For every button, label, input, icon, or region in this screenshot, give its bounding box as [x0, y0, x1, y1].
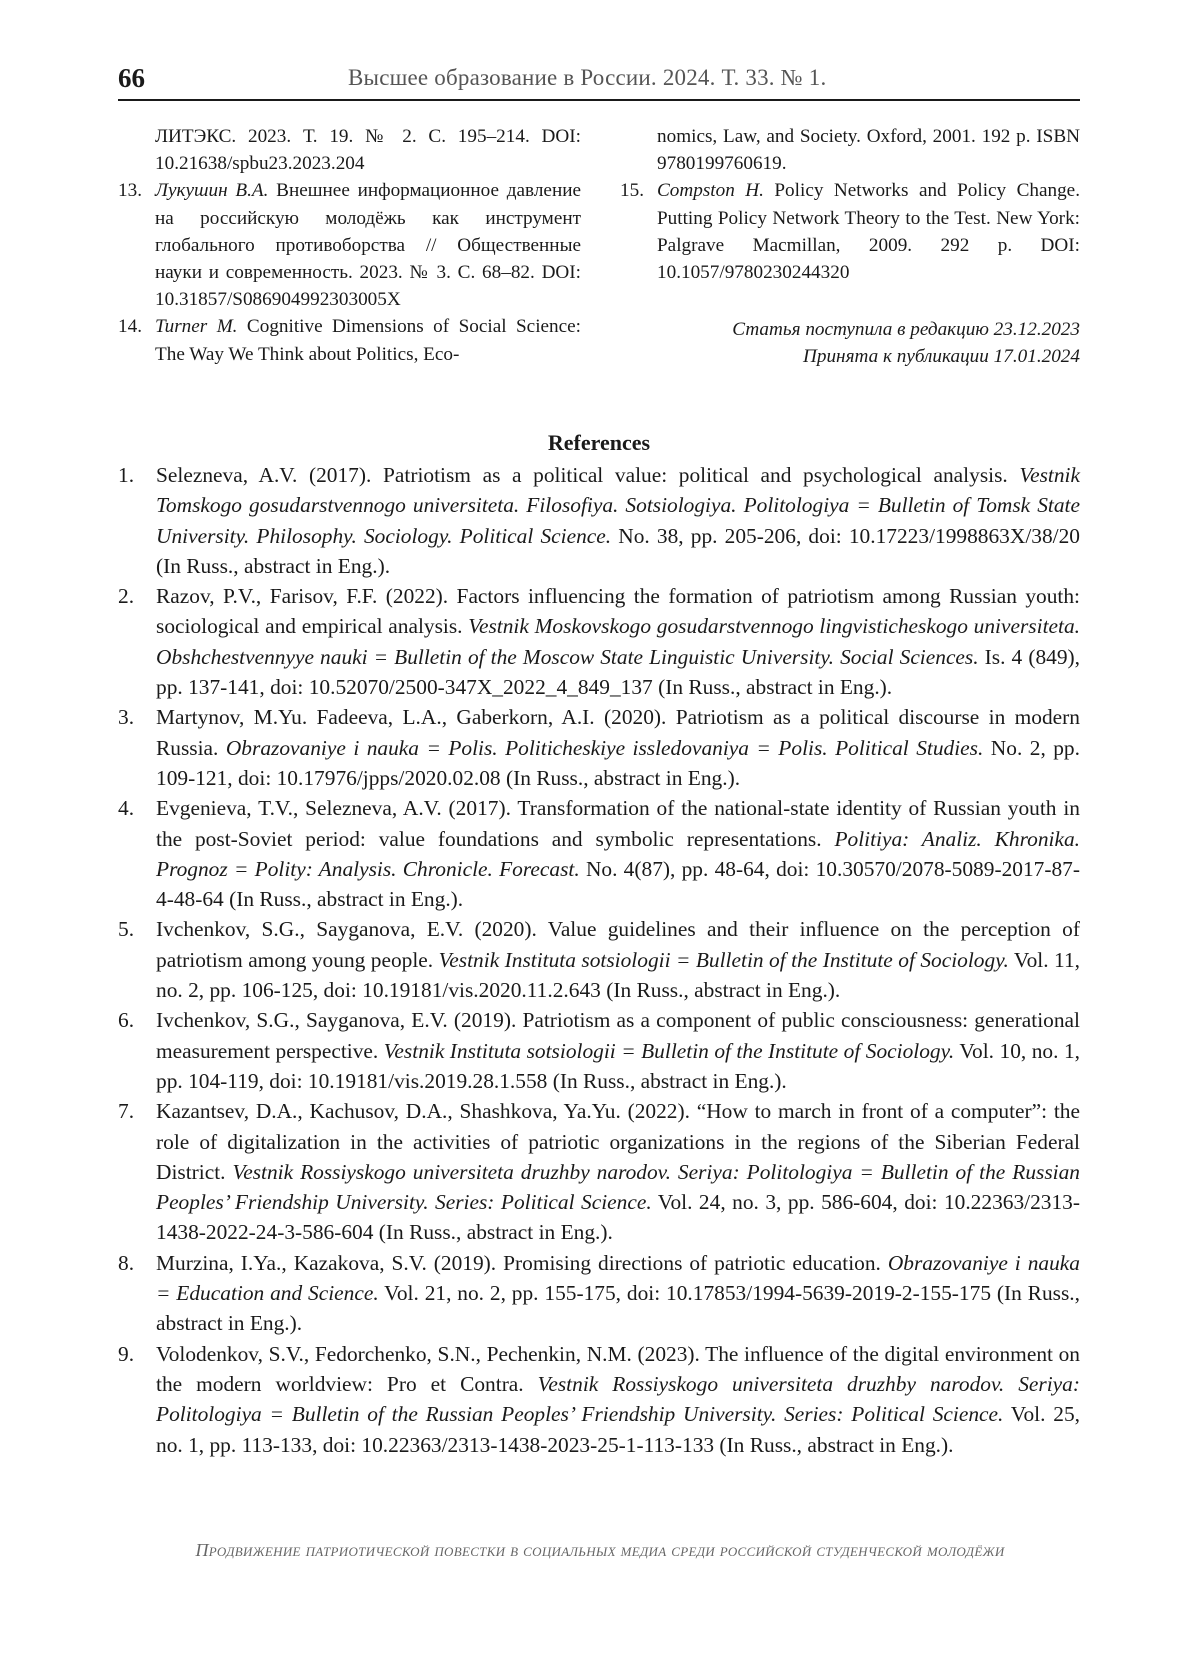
- reference-source: Vestnik Moskovskogo gosudarstvennogo lingvisticheskogo universiteta. Obshchestvennyye nauki = Bulletin of the Moscow State Linguistic University. Social Sciences.: [156, 614, 1080, 669]
- reference-text: Ivchenkov, S.G., Sayganova, E.V. (2019). Patriotism as a component of public consciousness: generational measurement perspective.: [156, 1008, 1080, 1063]
- reference-text: Martynov, M.Yu. Fadeeva, L.A., Gaberkorn, A.I. (2020). Patriotism as a political discourse in modern Russia.: [156, 705, 1080, 760]
- reference-text: Внешнее информационное давление на российскую молодёжь как инструмент глобального противоборства // Общественные науки и современность. 2023. № 3. С. 68–82. DOI: 10.31857/S086904992303005X: [155, 180, 581, 311]
- page-number: 66: [118, 63, 145, 93]
- reference-details: Vol. 24, no. 3, pp. 586-604, doi: 10.22363/2313-1438-2022-24-3-586-604 (In Russ., abstract in Eng.).: [156, 1190, 1081, 1245]
- reference-item: [118, 177, 581, 313]
- reference-number: 7.: [118, 1099, 135, 1124]
- reference-number: 5.: [118, 917, 135, 942]
- reference-text: Razov, P.V., Farisov, F.F. (2022). Factors influencing the formation of patriotism among Russian youth: sociological and empirical analysis.: [156, 584, 1080, 639]
- reference-details: No. 38, pp. 205-206, doi: 10.17223/1998863X/38/20 (In Russ., abstract in Eng.).: [156, 523, 1080, 578]
- reference-source: Vestnik Tomskogo gosudarstvennogo universiteta. Filosofiya. Sotsiologiya. Politologiya = Bulletin of Tomsk State University. Philosophy. Sociology. Political Science.: [156, 463, 1080, 548]
- reference-details: Vol. 25, no. 1, pp. 113-133, doi: 10.22363/2313-1438-2023-25-1-113-133 (In Russ., abstract in Eng.).: [156, 1402, 1080, 1457]
- accepted-date: Принята к публикации 17.01.2024: [803, 346, 1080, 368]
- reference-source: Obrazovaniye i nauka = Education and Science.: [156, 1250, 1080, 1306]
- reference-text: Kazantsev, D.A., Kachusov, D.A., Shashkova, Ya.Yu. (2022). “How to march in front of a computer”: the role of digitalization in the activities of patriotic organizations in the regions of the Siberian Federal District.: [156, 1099, 1080, 1184]
- reference-text: Evgenieva, T.V., Selezneva, A.V. (2017). Transformation of the national-state identity of Russian youth in the post-Soviet period: value foundations and symbolic representations.: [156, 796, 1080, 851]
- reference-source: Obrazovaniye i nauka = Polis. Politicheskiye issledovaniya = Polis. Political Studies.: [225, 735, 984, 760]
- reference-number: 15.: [620, 180, 644, 202]
- reference-source: Vestnik Instituta sotsiologii = Bulletin of the Institute of Sociology.: [383, 1038, 955, 1063]
- received-date: Статья поступила в редакцию 23.12.2023: [732, 319, 1080, 341]
- reference-details: No. 4(87), pp. 48-64, doi: 10.30570/2078-5089-2017-87-4-48-64 (In Russ., abstract in Eng.).: [156, 856, 1080, 912]
- reference-source: Politiya: Analiz. Khronika. Prognoz = Polity: Analysis. Chronicle. Forecast.: [156, 826, 1080, 881]
- reference-entry: [118, 702, 1080, 793]
- reference-number: 1.: [118, 463, 135, 487]
- reference-item: [620, 177, 1080, 286]
- reference-text: Volodenkov, S.V., Fedorchenko, S.N., Pechenkin, N.M. (2023). The influence of the digital environment on the modern worldview: Pro et Contra.: [156, 1341, 1080, 1396]
- reference-details: Vol. 21, no. 2, pp. 155-175, doi: 10.17853/1994-5639-2019-2-155-175 (In Russ., abstract in Eng.).: [156, 1281, 1080, 1336]
- reference-item: [118, 313, 581, 367]
- left-column: [118, 123, 581, 368]
- reference-author: Лукушин В.А.: [155, 180, 269, 202]
- reference-entry: [118, 460, 1080, 581]
- reference-entry: [118, 581, 1080, 702]
- reference-text: Murzina, I.Ya., Kazakova, S.V. (2019). Promising directions of patriotic education.: [156, 1250, 888, 1275]
- reference-text: Ivchenkov, S.G., Sayganova, E.V. (2020). Value guidelines and their influence on the perception of patriotism among young people.: [156, 917, 1080, 972]
- reference-entry: [118, 1096, 1080, 1247]
- reference-source: Vestnik Rossiyskogo universiteta druzhby narodov. Seriya: Politologiya = Bulletin of the Russian Peoples’ Friendship University. Series: Political Science.: [156, 1371, 1080, 1427]
- running-footer: Продвижение патриотической повестки в социальных медиа среди российской студенческой молодёжи: [195, 1540, 1005, 1560]
- reference-details: No. 2, pp. 109-121, doi: 10.17976/jpps/2020.02.08 (In Russ., abstract in Eng.).: [156, 735, 1080, 790]
- right-column: [620, 123, 1080, 371]
- references-heading: References: [547, 430, 651, 455]
- article-dates: [620, 316, 1080, 370]
- reference-entry: [118, 1005, 1080, 1096]
- reference-number: 13.: [118, 180, 142, 202]
- reference-number: 9.: [118, 1341, 135, 1366]
- reference-details: Vol. 10, no. 1, pp. 104-119, doi: 10.19181/vis.2019.28.1.558 (In Russ., abstract in Eng.).: [156, 1038, 1080, 1093]
- page: [118, 55, 1081, 1457]
- journal-title: Высшее образование в России. 2024. Т. 33. № 1.: [348, 65, 827, 90]
- page-header: [118, 55, 1080, 101]
- reference-text: Policy Networks and Policy Change. Putting Policy Network Theory to the Test. New York: Palgrave Macmillan, 2009. 292 p. DOI: 10.1057/9780230244320: [657, 180, 1080, 284]
- reference-continuation: nomics, Law, and Society. Oxford, 2001. 192 p. ISBN 9780199760619.: [657, 126, 1080, 175]
- reference-entry: [118, 914, 1080, 1005]
- reference-source: Vestnik Rossiyskogo universiteta druzhby narodov. Seriya: Politologiya = Bulletin of the Russian Peoples’ Friendship University. Series: Political Science.: [156, 1159, 1080, 1215]
- reference-number: 8.: [118, 1250, 135, 1275]
- reference-number: 3.: [118, 705, 135, 730]
- reference-author: Turner M.: [155, 316, 238, 338]
- reference-entry: [118, 1339, 1080, 1460]
- reference-entry: [118, 1248, 1080, 1339]
- reference-number: 4.: [118, 796, 135, 821]
- reference-number: 2.: [118, 584, 135, 609]
- reference-source: Vestnik Instituta sotsiologii = Bulletin of the Institute of Sociology.: [438, 947, 1009, 972]
- reference-number: 6.: [118, 1008, 135, 1033]
- reference-details: Is. 4 (849), pp. 137-141, doi: 10.52070/2500-347X_2022_4_849_137 (In Russ., abstract in Eng.).: [156, 644, 1081, 700]
- reference-author: Compston H.: [657, 180, 764, 202]
- reference-details: Vol. 11, no. 2, pp. 106-125, doi: 10.19181/vis.2020.11.2.643 (In Russ., abstract in Eng.).: [156, 947, 1080, 1003]
- references-list: [118, 460, 1080, 1460]
- reference-number: 14.: [118, 316, 142, 338]
- reference-text: Selezneva, A.V. (2017). Patriotism as a political value: political and psychological analysis.: [156, 463, 1020, 487]
- reference-entry: [118, 793, 1080, 914]
- reference-continuation: ЛИТЭКС. 2023. Т. 19. № 2. С. 195–214. DOI: 10.21638/spbu23.2023.204: [155, 126, 581, 175]
- reference-text: Cognitive Dimensions of Social Science: The Way We Think about Politics, Eco-: [155, 316, 582, 365]
